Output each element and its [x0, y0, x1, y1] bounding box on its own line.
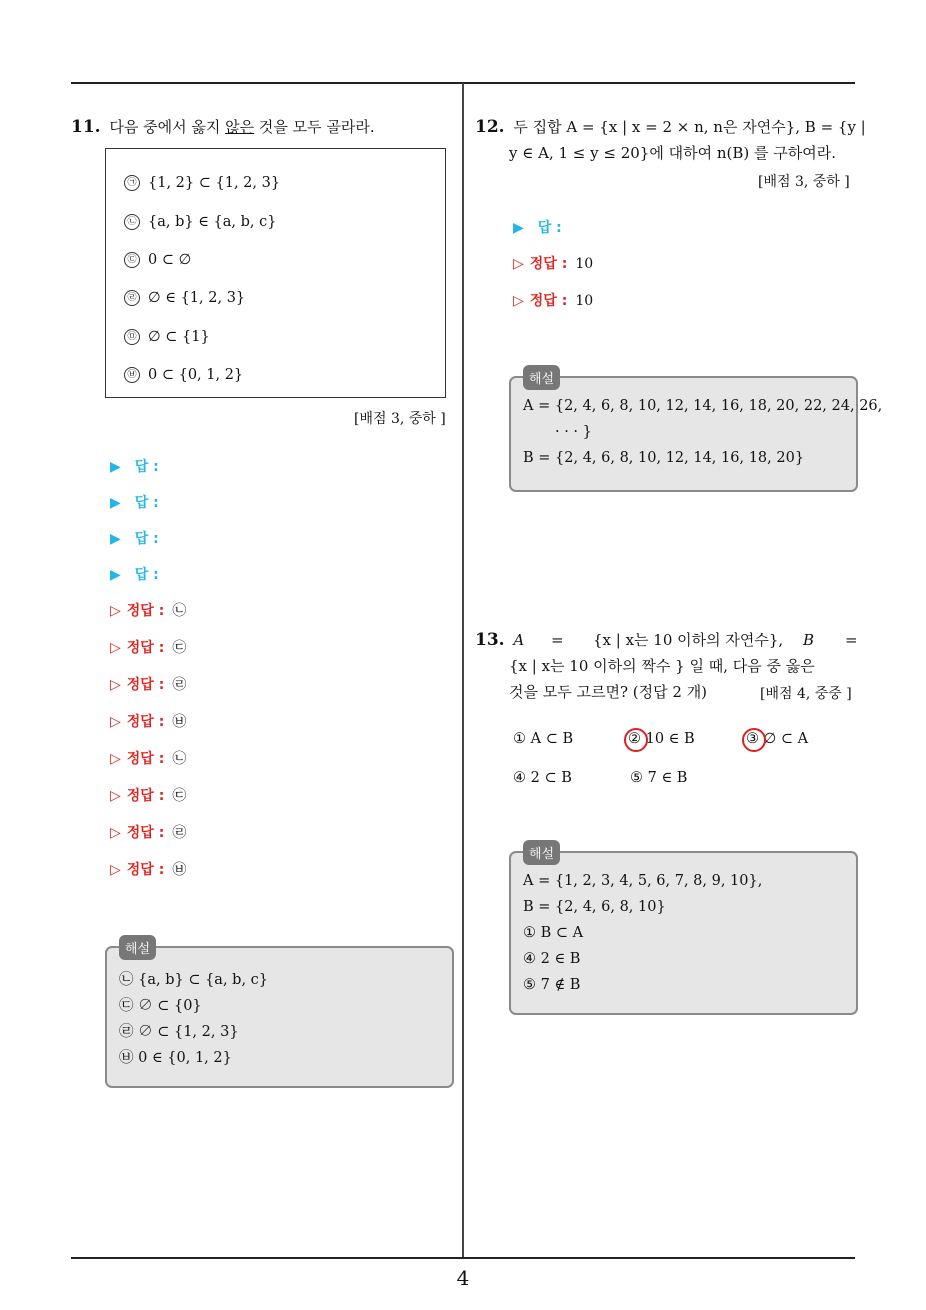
correct-value: 10 — [575, 293, 594, 309]
play-icon: ▶ — [110, 531, 121, 547]
correct-label: 정답 : — [529, 293, 568, 309]
correct-value: ㉡ — [172, 603, 187, 619]
q11-option — [124, 329, 210, 345]
q13-line3: 것을 모두 고르면? (정답 2 개) — [509, 683, 708, 701]
correct-label: 정답 : — [126, 788, 165, 804]
q11-text-underlined: 않은 — [225, 118, 255, 136]
q11-correct-row — [110, 711, 186, 731]
q11-correct-row — [110, 748, 186, 768]
q13-explanation-box — [509, 847, 858, 1015]
outline-triangle-icon: ▷ — [110, 862, 121, 878]
answer-label: 답 : — [134, 531, 159, 547]
q11-correct-row — [110, 674, 186, 694]
correct-value: ㉥ — [172, 862, 187, 878]
explanation-tag: 해설 — [523, 840, 560, 865]
q11-correct-row — [110, 859, 186, 879]
correct-label: 정답 : — [126, 640, 165, 656]
q12-correct-row — [513, 253, 593, 273]
explanation-line: ① B ⊂ A — [523, 925, 584, 941]
outline-triangle-icon: ▷ — [110, 825, 121, 841]
explanation-line: ㉢ ∅ ⊂ {0} — [119, 998, 202, 1014]
outline-triangle-icon: ▷ — [513, 293, 524, 309]
q11-explanation-box — [105, 942, 454, 1088]
explanation-line: B = {2, 4, 6, 8, 10, 12, 14, 16, 18, 20} — [523, 450, 805, 466]
outline-triangle-icon: ▷ — [110, 677, 121, 693]
answer-label: 답 : — [134, 567, 159, 583]
outline-triangle-icon: ▷ — [110, 603, 121, 619]
q11-answer-row — [110, 456, 159, 476]
outline-triangle-icon: ▷ — [110, 751, 121, 767]
correct-value: 10 — [575, 256, 594, 272]
outline-triangle-icon: ▷ — [110, 714, 121, 730]
q13-choice-4: ④ 2 ⊂ B — [513, 770, 572, 786]
play-icon: ▶ — [110, 567, 121, 583]
correct-label: 정답 : — [126, 603, 165, 619]
play-icon: ▶ — [513, 220, 524, 236]
q11-correct-row — [110, 785, 186, 805]
q11-option — [124, 175, 280, 191]
correct-value: ㉢ — [172, 640, 187, 656]
q11-option — [124, 252, 191, 268]
option-mark: ㉠ — [124, 175, 140, 191]
correct-label: 정답 : — [126, 825, 165, 841]
option-text: {a, b} ∈ {a, b, c} — [148, 214, 277, 230]
q11-text-before: 다음 중에서 옳지 — [109, 118, 226, 136]
outline-triangle-icon: ▷ — [513, 256, 524, 272]
correct-label: 정답 : — [126, 714, 165, 730]
correct-label: 정답 : — [529, 256, 568, 272]
q11-correct-row — [110, 822, 186, 842]
option-mark: ㉣ — [124, 290, 140, 306]
q12-number: 12. — [475, 117, 505, 137]
q13-line2: {x | x는 10 이하의 짝수 } 일 때, 다음 중 옳은 — [509, 657, 815, 675]
q12-question — [475, 114, 866, 140]
correct-value: ㉡ — [172, 751, 187, 767]
option-mark: ㉤ — [124, 329, 140, 345]
q11-number: 11. — [71, 117, 101, 137]
q13-choice-5: ⑤ 7 ∈ B — [630, 770, 688, 786]
explanation-line: ㉡ {a, b} ⊂ {a, b, c} — [119, 972, 269, 988]
q11-answer-row — [110, 564, 159, 584]
correct-label: 정답 : — [126, 677, 165, 693]
option-mark: ㉡ — [124, 214, 140, 230]
q11-answer-row — [110, 528, 159, 548]
q11-option — [124, 367, 243, 383]
option-text: 0 ⊂ ∅ — [148, 252, 192, 268]
explanation-line: A = {2, 4, 6, 8, 10, 12, 14, 16, 18, 20, 22, 24, 26, — [523, 398, 883, 414]
play-icon: ▶ — [110, 495, 121, 511]
answer-label: 답 : — [134, 459, 159, 475]
q13-choice-1: ① A ⊂ B — [513, 731, 574, 747]
answer-label: 답 : — [537, 220, 562, 236]
explanation-line: ④ 2 ∈ B — [523, 951, 581, 967]
q12-answer-row — [513, 217, 562, 237]
option-mark: ㉥ — [124, 367, 140, 383]
correct-value: ㉥ — [172, 714, 187, 730]
column-divider — [462, 83, 464, 1259]
play-icon: ▶ — [110, 459, 121, 475]
outline-triangle-icon: ▷ — [110, 640, 121, 656]
explanation-line: A = {1, 2, 3, 4, 5, 6, 7, 8, 9, 10}, — [523, 873, 763, 889]
q11-option — [124, 290, 245, 306]
q11-correct-row — [110, 637, 186, 657]
option-text: {1, 2} ⊂ {1, 2, 3} — [148, 175, 281, 191]
q13-choice-3: ③ ∅ ⊂ A — [746, 731, 809, 747]
q13-number: 13. — [475, 630, 505, 650]
option-text: ∅ ∈ {1, 2, 3} — [148, 290, 246, 306]
outline-triangle-icon: ▷ — [110, 788, 121, 804]
bottom-rule — [71, 1257, 855, 1259]
explanation-line: · · · } — [555, 424, 592, 440]
q13-a: A — [513, 631, 525, 649]
correct-choice-circle-icon — [624, 728, 648, 752]
q11-options-box — [105, 148, 446, 398]
q12-score: [배점 3, 중하 ] — [758, 174, 850, 190]
q13-eq2: = — [845, 631, 858, 649]
explanation-line: B = {2, 4, 6, 8, 10} — [523, 899, 666, 915]
page-number: 4 — [456, 1266, 470, 1290]
correct-value: ㉣ — [172, 677, 187, 693]
q11-correct-row — [110, 600, 186, 620]
q12-correct-row — [513, 290, 593, 310]
correct-label: 정답 : — [126, 862, 165, 878]
answer-label: 답 : — [134, 495, 159, 511]
explanation-line: ㉥ 0 ∈ {0, 1, 2} — [119, 1050, 232, 1066]
q13-set-a: {x | x는 10 이하의 자연수}, — [593, 631, 784, 649]
explanation-tag: 해설 — [523, 365, 560, 390]
q12-line2: y ∈ A, 1 ≤ y ≤ 20}에 대하여 n(B) 를 구하여라. — [509, 144, 836, 162]
q11-option — [124, 214, 276, 230]
q13-choice-2: ② 10 ∈ B — [628, 731, 695, 747]
explanation-line: ⑤ 7 ∉ B — [523, 977, 581, 993]
q11-score: [배점 3, 중하 ] — [354, 411, 446, 427]
option-text: ∅ ⊂ {1} — [148, 329, 210, 345]
q12-explanation-box — [509, 372, 883, 492]
option-text: 0 ⊂ {0, 1, 2} — [148, 367, 244, 383]
correct-value: ㉢ — [172, 788, 187, 804]
q12-line1: 두 집합 A = {x | x = 2 × n, n은 자연수}, B = {y | — [513, 118, 866, 136]
correct-label: 정답 : — [126, 751, 165, 767]
correct-choice-circle-icon — [742, 728, 766, 752]
q11-question — [71, 114, 375, 140]
correct-value: ㉣ — [172, 825, 187, 841]
q11-text-after: 것을 모두 골라라. — [254, 118, 375, 136]
q13-question — [475, 627, 859, 653]
q13-eq: = — [551, 631, 564, 649]
q13-b: B — [803, 631, 815, 649]
q13-score: [배점 4, 중중 ] — [760, 686, 852, 702]
explanation-tag: 해설 — [119, 935, 156, 960]
q11-answer-row — [110, 492, 159, 512]
option-mark: ㉢ — [124, 252, 140, 268]
explanation-line: ㉣ ∅ ⊂ {1, 2, 3} — [119, 1024, 239, 1040]
